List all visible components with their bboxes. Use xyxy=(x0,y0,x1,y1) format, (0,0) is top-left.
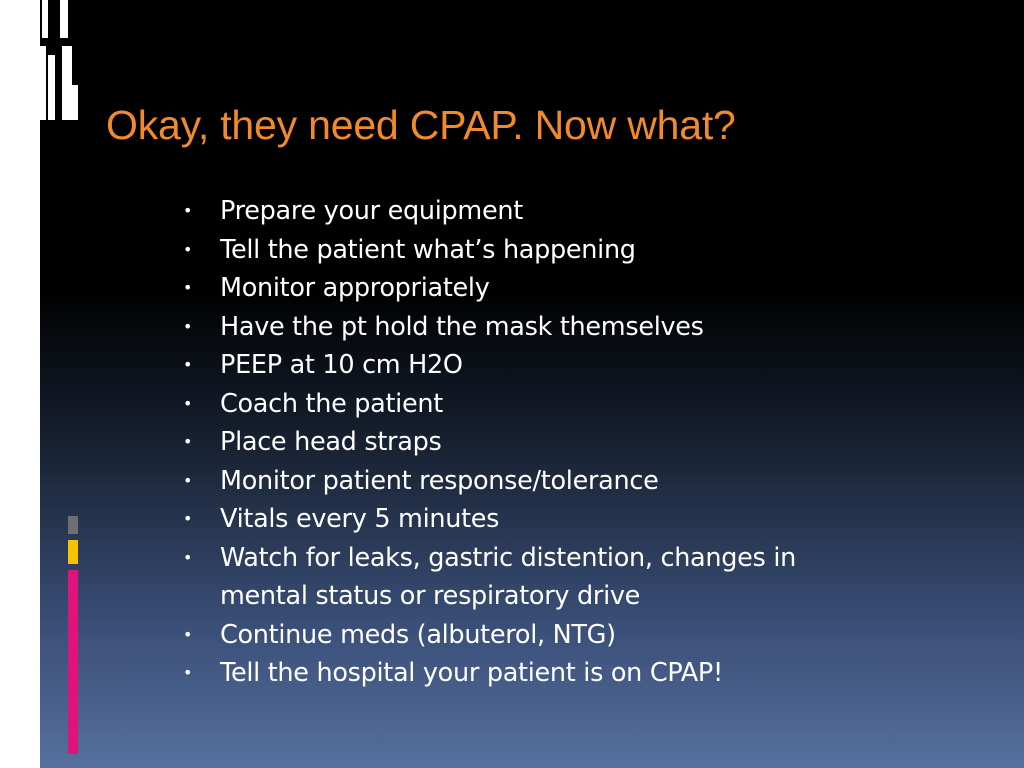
bullet-item xyxy=(183,269,870,308)
bullet-item xyxy=(183,423,870,462)
slide xyxy=(40,0,1024,768)
bullet-text: Place head straps xyxy=(220,427,442,457)
bullet-item xyxy=(183,231,870,270)
bullet-list xyxy=(183,192,870,693)
bullet-icon: • xyxy=(183,278,193,297)
bullet-text: PEEP at 10 cm H2O xyxy=(220,350,463,380)
bullet-item xyxy=(183,308,870,347)
accent-bar-magenta xyxy=(68,570,78,754)
bullet-text: Have the pt hold the mask themselves xyxy=(220,311,704,342)
bullet-item xyxy=(183,462,870,501)
bullet-text: Coach the patient xyxy=(220,388,443,419)
accent-bar-gray xyxy=(68,516,78,534)
slide-title: Okay, they need CPAP. Now what? xyxy=(106,102,736,148)
bullet-icon: • xyxy=(183,509,193,528)
bullet-icon: • xyxy=(183,547,193,567)
bullet-icon: • xyxy=(183,663,193,682)
decorative-bar xyxy=(68,85,78,120)
bullet-item xyxy=(183,654,870,693)
bullet-icon: • xyxy=(183,393,193,413)
bullet-text: Vitals every 5 minutes xyxy=(220,504,500,534)
bullet-icon: • xyxy=(183,239,193,259)
bullet-text: Prepare your equipment xyxy=(220,196,523,226)
decorative-bar xyxy=(60,0,68,38)
bullet-item xyxy=(183,346,870,385)
decorative-bar xyxy=(42,0,48,38)
bullet-icon: • xyxy=(183,316,193,336)
accent-bar-yellow xyxy=(68,540,78,564)
bullet-text: Continue meds (albuterol, NTG) xyxy=(220,619,616,650)
bullet-text: Tell the patient what’s happening xyxy=(220,234,636,265)
decorative-bar xyxy=(40,46,46,120)
bullet-item xyxy=(183,500,870,539)
bullet-icon: • xyxy=(183,201,193,220)
bullet-item xyxy=(183,385,870,424)
bullet-item xyxy=(183,539,870,616)
bullet-text: Monitor appropriately xyxy=(220,273,490,303)
bullet-text: Monitor patient response/tolerance xyxy=(220,465,659,496)
bullet-item xyxy=(183,192,870,231)
bullet-text: Watch for leaks, gastric distention, changes in mental status or respiratory drive xyxy=(220,542,796,611)
bullet-icon: • xyxy=(183,470,193,490)
bullet-icon: • xyxy=(183,624,193,644)
bullet-item xyxy=(183,616,870,655)
bullet-icon: • xyxy=(183,355,193,374)
decorative-bar xyxy=(48,55,55,120)
bullet-text: Tell the hospital your patient is on CPAP! xyxy=(220,658,723,688)
bullet-icon: • xyxy=(183,432,193,451)
